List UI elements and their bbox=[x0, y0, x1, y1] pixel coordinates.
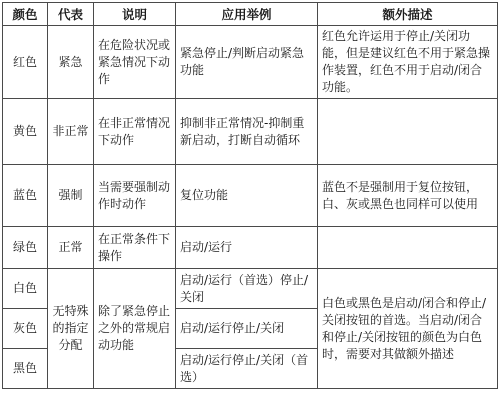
cell-description: 在非正常情况下动作 bbox=[94, 99, 176, 165]
color-meaning-table bbox=[2, 2, 498, 389]
cell-description: 除了紧急停止之外的常规启动功能 bbox=[94, 269, 176, 389]
cell-example: 启动/运行停止/关闭 bbox=[176, 309, 318, 349]
cell-color: 灰色 bbox=[3, 309, 48, 349]
cell-example: 复位功能 bbox=[176, 165, 318, 227]
cell-meaning: 正常 bbox=[48, 227, 94, 269]
cell-extra: 白色或黑色是启动/闭合和停止/关闭按钮的首选。当启动/闭合和停止/关闭按钮的颜色为白色时，需要对其做额外描述 bbox=[318, 269, 498, 389]
cell-example: 启动/运行停止/关闭（首选） bbox=[176, 349, 318, 389]
cell-example: 紧急停止/判断启动紧急功能 bbox=[176, 26, 318, 99]
header-description: 说明 bbox=[94, 3, 176, 26]
cell-description: 在正常条件下操作 bbox=[94, 227, 176, 269]
cell-color: 白色 bbox=[3, 269, 48, 309]
header-meaning: 代表 bbox=[48, 3, 94, 26]
cell-color: 蓝色 bbox=[3, 165, 48, 227]
cell-meaning: 无特殊的指定分配 bbox=[48, 269, 94, 389]
cell-description: 在危险状况或紧急情况下动作 bbox=[94, 26, 176, 99]
cell-description: 当需要强制动作时动作 bbox=[94, 165, 176, 227]
cell-example: 启动/运行 bbox=[176, 227, 318, 269]
cell-color: 黄色 bbox=[3, 99, 48, 165]
cell-extra: 蓝色不是强制用于复位按钮，白、灰或黑色也同样可以使用 bbox=[318, 165, 498, 227]
cell-meaning: 紧急 bbox=[48, 26, 94, 99]
cell-extra: 红色允许运用于停止/关闭功能，但是建议红色不用于紧急操作装置，红色不用于启动/闭合功能。 bbox=[318, 26, 498, 99]
cell-extra bbox=[318, 99, 498, 165]
cell-color: 绿色 bbox=[3, 227, 48, 269]
cell-meaning: 强制 bbox=[48, 165, 94, 227]
cell-color: 黑色 bbox=[3, 349, 48, 389]
cell-example: 抑制非正常情况-抑制重新启动，打断自动循环 bbox=[176, 99, 318, 165]
table-row-yellow bbox=[3, 99, 498, 165]
table-row-red bbox=[3, 26, 498, 99]
header-color: 颜色 bbox=[3, 3, 48, 26]
header-extra-description: 额外描述 bbox=[318, 3, 498, 26]
table-row-green bbox=[3, 227, 498, 269]
cell-meaning: 非正常 bbox=[48, 99, 94, 165]
cell-example: 启动/运行（首选）停止/关闭 bbox=[176, 269, 318, 309]
table-header-row bbox=[3, 3, 498, 26]
header-application-example: 应用举例 bbox=[176, 3, 318, 26]
table-row-blue bbox=[3, 165, 498, 227]
table-row-white bbox=[3, 269, 498, 309]
cell-color: 红色 bbox=[3, 26, 48, 99]
cell-extra bbox=[318, 227, 498, 269]
